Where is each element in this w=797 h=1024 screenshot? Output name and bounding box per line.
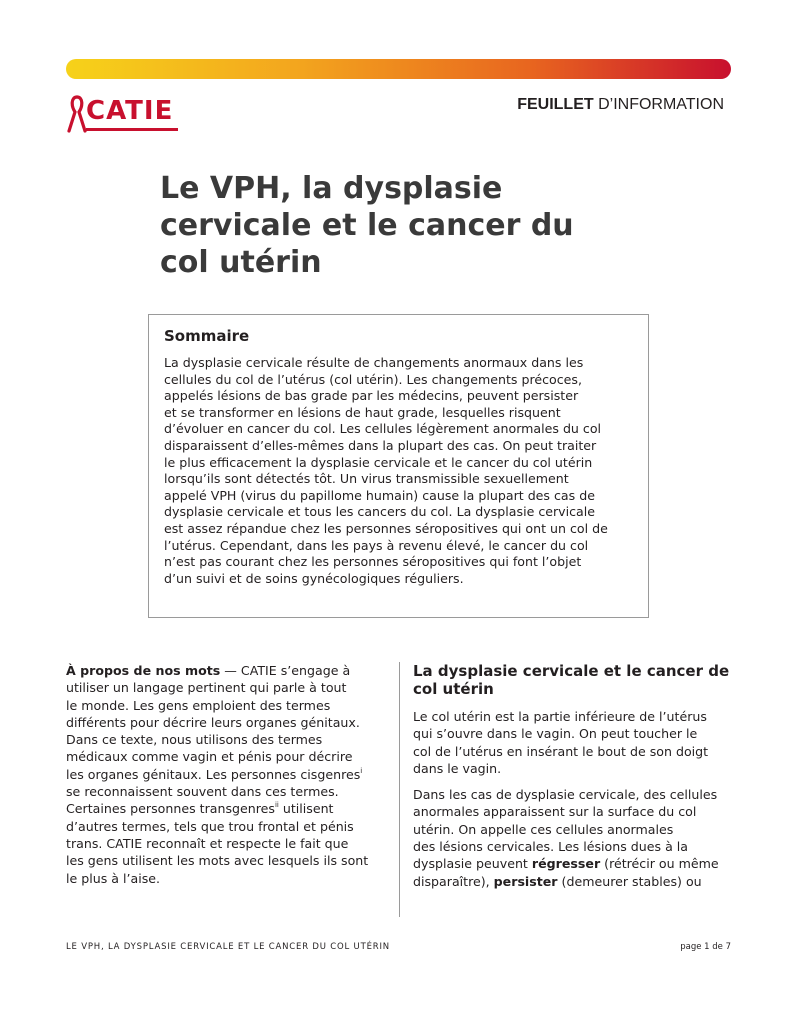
summary-box	[148, 314, 649, 618]
summary-line: le plus efficacement la dysplasie cervicale et le cancer du col utérin	[164, 454, 593, 470]
doc-type-bold: FEUILLET	[517, 96, 594, 113]
body-line: différents pour décrire leurs organes génitaux.	[66, 714, 360, 730]
document-type-label	[517, 96, 724, 114]
footer-document-title: LE VPH, LA DYSPLASIE CERVICALE ET LE CANCER DU COL UTÉRIN	[66, 942, 390, 952]
body-line: Dans les cas de dysplasie cervicale, des cellules	[413, 787, 718, 803]
body-line: Dans ce texte, nous utilisons des termes	[66, 732, 323, 748]
persist-pre: disparaître),	[413, 873, 494, 889]
body-line: des lésions cervicales. Les lésions dues à la	[413, 839, 689, 855]
body-line: dans le vagin.	[413, 760, 502, 776]
section-heading-line: La dysplasie cervicale et le cancer de	[413, 662, 730, 680]
body-line: qui s’ouvre dans le vagin. On peut toucher le	[413, 726, 698, 742]
summary-text	[164, 355, 634, 587]
summary-line: appelé VPH (virus du papillome humain) cause la plupart des cas de	[164, 487, 595, 503]
summary-line: La dysplasie cervicale résulte de changements anormaux dans les	[164, 355, 584, 370]
logo-underline	[86, 128, 178, 131]
body-line	[413, 873, 743, 890]
about-words-lead: À propos de nos mots	[66, 663, 221, 678]
summary-line: d’un suivi et de soins gynécologiques réguliers.	[164, 570, 464, 586]
body-line: médicaux comme vagin et pénis pour décrire	[66, 749, 353, 765]
header-gradient-bar	[66, 59, 731, 79]
body-line: le plus à l’aise.	[66, 870, 161, 886]
title-line: Le VPH, la dysplasie	[160, 171, 503, 206]
body-line: le monde. Les gens emploient des termes	[66, 697, 331, 713]
footer-page-number: page 1 de 7	[680, 942, 731, 952]
regress-pre: dysplasie peuvent	[413, 856, 532, 872]
summary-line: est assez répandue chez les personnes séropositives qui ont un col de	[164, 520, 608, 536]
body-line: anormales apparaissent sur la surface du col	[413, 804, 697, 820]
body-line: se reconnaissent souvent dans ces termes.	[66, 784, 339, 800]
paragraph	[413, 786, 743, 890]
paragraph-gap	[413, 777, 743, 786]
section-heading-line: col utérin	[413, 680, 494, 698]
doc-type-rest: D’INFORMATION	[593, 96, 724, 113]
summary-line: n’est pas courant chez les personnes séropositives qui font l’objet	[164, 554, 582, 570]
summary-line: appelés lésions de bas grade par les médecins, peuvent persister	[164, 388, 579, 404]
body-line	[413, 855, 743, 872]
body-line: trans. CATIE reconnaît et respecte le fait que	[66, 835, 349, 851]
body-line	[66, 800, 386, 817]
body-line: d’autres termes, tels que trou frontal et pénis	[66, 818, 354, 834]
footnote-ref-ii[interactable]: ii	[274, 801, 279, 810]
body-line: utérin. On appelle ces cellules anormales	[413, 821, 674, 837]
title-line: cervicale et le cancer du	[160, 208, 574, 243]
persist-post: (demeurer stables) ou	[557, 873, 702, 889]
body-line: col de l’utérus en insérant le bout de son doigt	[413, 743, 709, 759]
section-heading	[413, 662, 743, 698]
summary-line: et se transformer en lésions de haut grade, lesquelles risquent	[164, 404, 561, 420]
red-ribbon-icon	[66, 93, 88, 135]
summary-heading: Sommaire	[164, 327, 250, 345]
summary-line: lorsqu’ils sont détectés tôt. Un virus transmissible sexuellement	[164, 471, 569, 487]
logo-text: CATIE	[86, 96, 174, 126]
body-line: utiliser un langage pertinent qui parle à tout	[66, 680, 347, 696]
title-line: col utérin	[160, 245, 322, 280]
persist-term: persister	[493, 873, 558, 889]
paragraph	[413, 708, 743, 777]
footnote-ref-i[interactable]: i	[360, 766, 363, 775]
page-title	[160, 170, 630, 281]
summary-line: l’utérus. Cependant, dans les pays à revenu élevé, le cancer du col	[164, 537, 589, 553]
summary-line: d’évoluer en cancer du col. Les cellules légèrement anormales du col	[164, 421, 602, 437]
dysplasia-section	[413, 662, 743, 890]
summary-line: cellules du col de l’utérus (col utérin). Les changements précoces,	[164, 371, 582, 387]
regress-post: (rétrécir ou même	[600, 856, 719, 872]
transgender-text: Certaines personnes transgenres	[66, 801, 275, 817]
summary-line: disparaissent d’elles-mêmes dans la plupart des cas. On peut traiter	[164, 437, 597, 453]
body-line	[66, 662, 386, 679]
body-line: Le col utérin est la partie inférieure de l’utérus	[413, 709, 707, 724]
cisgender-text: les organes génitaux. Les personnes cisgenres	[66, 766, 361, 782]
column-divider	[399, 662, 400, 917]
about-our-words-column	[66, 662, 386, 887]
regress-term: régresser	[531, 856, 601, 872]
body-line	[66, 766, 386, 783]
body-line: les gens utilisent les mots avec lesquels ils sont	[66, 853, 369, 869]
transgender-text-rest: utilisent	[278, 801, 334, 817]
about-words-lead-rest: — CATIE s’engage à	[220, 663, 351, 678]
summary-line: dysplasie cervicale et tous les cancers du col. La dysplasie cervicale	[164, 504, 596, 520]
catie-logo	[66, 93, 186, 137]
